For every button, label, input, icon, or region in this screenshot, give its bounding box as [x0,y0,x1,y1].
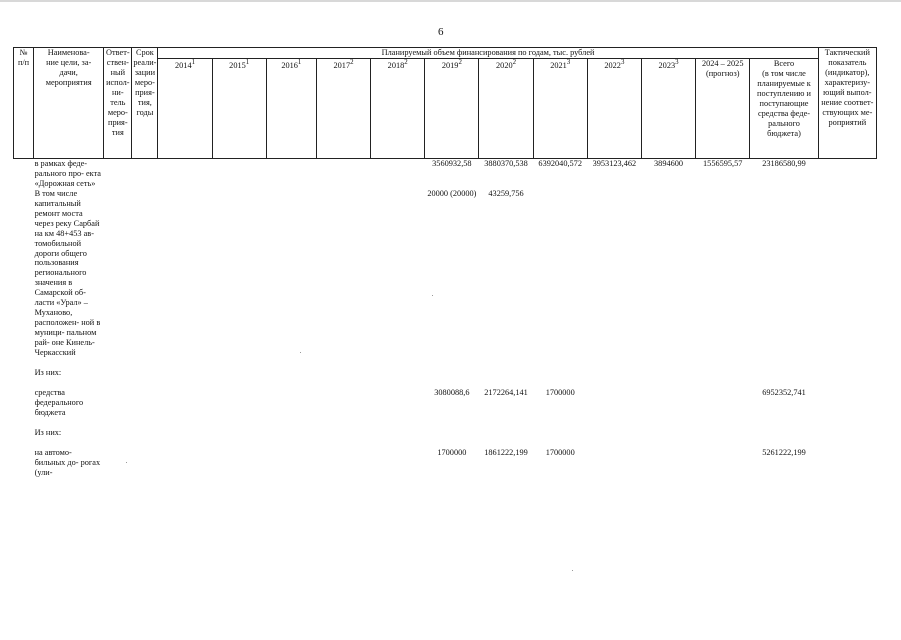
value-total: 6952352,741 [762,387,806,397]
value-2020: 2172264,141 [484,387,528,397]
value-2021: 1700000 [545,447,575,457]
value-2021: 6392040,572 [538,158,582,168]
row-name: в рамках феде- рального про- екта «Дорожная сеть» [34,158,101,188]
value-2022: 3953123,462 [592,158,637,168]
table-row [14,388,877,418]
header-row-top [14,48,877,59]
table-row [14,189,877,358]
header-year: 2018$^2$ [371,58,425,158]
row-name: В том числе капитальный ремонт моста через реку Сарбай на км 48+453 ав- томобильной дороги общего пользования регионального значения в Самарской об- ласти «Урал» – Муханово, расположен- ной в муници- пальном рай- оне Кинель- Черкасский [34,188,101,358]
header-year: 2020$^2$ [479,58,533,158]
header-financing-group: Планируемый объем финансирования по годам, тыс. рублей [158,48,818,59]
value-2021: 1700000 [545,387,575,397]
header-term: Срок реали- зации меро- прия- тия, годы [132,48,158,159]
row-name: средства федерального бюджета [34,387,84,417]
value-total: 5261222,199 [762,447,806,457]
value-2019: 20000 (20000) [427,188,477,198]
row-name: Из них: [34,427,62,437]
value-2020: 1861222,199 [484,447,528,457]
header-responsible: Ответ- ствен- ный испол- ни- тель меро- прия- тия [104,48,132,159]
header-year: 2014$^1$ [158,58,212,158]
header-year: 2017$^2$ [316,58,370,158]
table-row [14,158,877,188]
page-number: 6 [438,26,444,38]
header-year: 2022$^3$ [587,58,641,158]
header-year: 2021$^3$ [533,58,587,158]
header-num: № п/п [14,48,34,159]
scan-speck [432,295,433,296]
value-total: 23186580,99 [762,158,806,168]
value-2019: 3560932,58 [432,158,472,168]
value-2019: 1700000 [437,447,467,457]
page-top-edge [0,0,901,2]
row-name: на автомо- бильных до- рогах (ули- [34,447,101,477]
scan-speck [572,570,573,571]
financing-plan-table [13,47,877,478]
value-2019: 3080088,6 [434,387,470,397]
table-row [14,448,877,478]
spacer-row [14,378,877,388]
table-row [14,368,877,378]
table-row [14,428,877,438]
header-year: 2019$^2$ [425,58,479,158]
value-forecast: 1556595,57 [703,158,743,168]
header-forecast: 2024 – 2025 (прогноз) [696,58,750,158]
header-year: 2023$^3$ [641,58,695,158]
row-name: Из них: [34,368,62,378]
header-year: 2015$^1$ [212,58,266,158]
spacer-row [14,438,877,448]
scan-speck [300,352,301,353]
value-2023: 3894600 [654,158,684,168]
header-name: Наименова- ние цели, за- дачи, мероприятия [34,48,104,159]
header-indicator: Тактический показатель (индикатор), характеризу- ющий выпол- нение соответ- ствующих ме- роприятий [818,48,876,159]
value-2020: 43259,756 [488,188,524,198]
spacer-row [14,358,877,368]
scan-speck [126,462,127,463]
header-year: 2016$^1$ [266,58,316,158]
header-total: Всего (в том числе планируемые к поступлению и поступающие средства феде- рального бюджета) [750,58,818,158]
value-2020: 3880370,538 [484,158,528,168]
spacer-row [14,418,877,428]
